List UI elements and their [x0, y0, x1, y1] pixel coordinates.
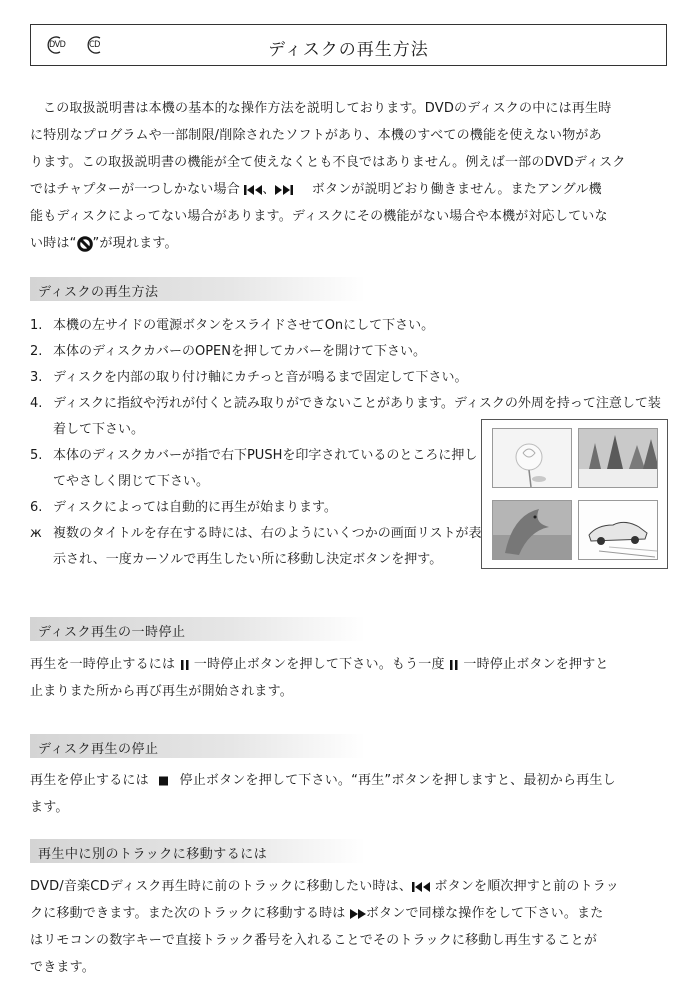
- list-item-text: 複数のタイトルを存在する時には、右のようにいくつかの画面リストが表示され、一度カーソルで再生したい所に移動し決定ボタンを押す。: [53, 526, 482, 567]
- intro-separator: 、: [262, 182, 276, 197]
- intro-line: [30, 230, 670, 257]
- list-item: [30, 313, 490, 339]
- track-line: [30, 900, 670, 927]
- pause-text: 一時停止ボタンを押して下さい。もう一度: [193, 657, 445, 672]
- pause-icon: [449, 660, 459, 670]
- section-heading-text: 再生中に別のトラックに移動するには: [38, 847, 268, 862]
- intro-line: 能もディスクによってない場合があります。ディスクにその機能がない場合や本機が対応していな: [30, 209, 608, 224]
- pause-icon: [180, 660, 190, 670]
- list-item: [30, 365, 490, 391]
- intro-text: ”が現れます。: [92, 236, 178, 251]
- prohibited-icon: [77, 236, 93, 252]
- section-heading-text: ディスク再生の停止: [38, 742, 159, 757]
- intro-line: この取扱説明書は本機の基本的な操作方法を説明しております。DVDのディスクの中には再生時: [43, 101, 612, 116]
- dolphin-thumbnail: [492, 500, 572, 560]
- list-item-text: 本体のディスクカバーのOPENを押してカバーを開けて下さい。: [53, 344, 426, 359]
- playback-steps-list: [30, 313, 661, 573]
- rose-thumbnail: [492, 428, 572, 488]
- section-heading-stop: [30, 734, 365, 758]
- stop-line: [30, 767, 670, 794]
- list-item: [30, 443, 490, 495]
- intro-text: ではチャプターが一つしかない場合: [30, 182, 240, 197]
- track-line: [30, 873, 670, 900]
- list-item-number: ж: [30, 526, 42, 541]
- track-text: DVD/音楽CDディスク再生時に前のトラックに移動したい時は、: [30, 879, 413, 894]
- track-line: はリモコンの数字キーで直接トラック番号を入れることでそのトラックに移動し再生することが: [30, 933, 598, 948]
- list-item: [30, 495, 490, 521]
- intro-line: ります。この取扱説明書の機能が全て使えなくとも不良ではありません。例えば一部のDVDディスク: [30, 155, 626, 170]
- section-heading-text: ディスクの再生方法: [38, 285, 159, 300]
- intro-paragraph: [30, 95, 670, 257]
- stop-paragraph: [30, 767, 670, 821]
- list-item: [30, 521, 490, 573]
- list-item-text: 本機の左サイドの電源ボタンをスライドさせてOnにして下さい。: [53, 318, 435, 333]
- list-item-number: 4.: [30, 396, 43, 411]
- intro-text: い時は“: [30, 236, 77, 251]
- skip-previous-icon: [244, 185, 262, 195]
- page-title: ディスクの再生方法: [268, 40, 429, 60]
- stop-icon: [153, 776, 175, 786]
- intro-line: [30, 176, 670, 203]
- stop-line: ます。: [30, 800, 69, 815]
- pause-text: 再生を一時停止するには: [30, 657, 176, 672]
- page-header: [30, 24, 667, 66]
- skip-next-icon: [275, 185, 293, 195]
- title-menu-illustration: [481, 419, 668, 569]
- track-text: ボタンを順次押すと前のトラッ: [434, 879, 619, 894]
- list-item-text: ディスクに指紋や汚れが付くと読み取りができないことがあります。ディスクの外周を持って注意して装着して下さい。: [53, 396, 661, 437]
- pause-text: 一時停止ボタンを押すと: [463, 657, 609, 672]
- intro-line: に特別なプログラムや一部制限/削除されたソフトがあり、本機のすべての機能を使えない物があ: [30, 128, 602, 143]
- list-item-number: 5.: [30, 448, 43, 463]
- cd-logo-text: CD: [89, 40, 100, 50]
- stop-text: 再生を停止するには: [30, 773, 149, 788]
- list-item-text: ディスクを内部の取り付け軸にカチっと音が鳴るまで固定して下さい。: [53, 370, 468, 385]
- section-heading-playback: [30, 277, 365, 301]
- intro-text: ボタンが説明どおり働きません。またアングル機: [311, 182, 602, 197]
- snow-forest-thumbnail: [578, 428, 658, 488]
- list-item-text: ディスクによっては自動的に再生が始まります。: [53, 500, 337, 515]
- sports-car-thumbnail: [578, 500, 658, 560]
- list-item: [30, 339, 490, 365]
- track-text: ボタンで同様な操作をして下さい。また: [365, 906, 604, 921]
- fast-forward-icon: [350, 909, 366, 919]
- section-heading-pause: [30, 617, 365, 641]
- pause-line: 止まりまた所から再び再生が開始されます。: [30, 684, 293, 699]
- track-text: クに移動できます。また次のトラックに移動する時は: [30, 906, 346, 921]
- section-heading-text: ディスク再生の一時停止: [38, 625, 186, 640]
- skip-previous-icon: [412, 882, 430, 892]
- list-item-number: 6.: [30, 500, 43, 515]
- list-item-text: 本体のディスクカバーが指で右下PUSHを印字されているのところに押してやさしく閉じて下さい。: [53, 448, 478, 489]
- track-line: できます。: [30, 960, 95, 975]
- track-paragraph: [30, 873, 670, 981]
- pause-line: [30, 651, 670, 678]
- dvd-logo-text: DVD: [49, 40, 66, 50]
- stop-text: 停止ボタンを押して下さい。“再生”ボタンを押しますと、最初から再生し: [179, 773, 616, 788]
- list-item-number: 2.: [30, 344, 43, 359]
- pause-paragraph: [30, 651, 670, 705]
- list-item: [30, 391, 661, 443]
- list-item-number: 1.: [30, 318, 43, 333]
- section-heading-track: [30, 839, 365, 863]
- list-item-number: 3.: [30, 370, 43, 385]
